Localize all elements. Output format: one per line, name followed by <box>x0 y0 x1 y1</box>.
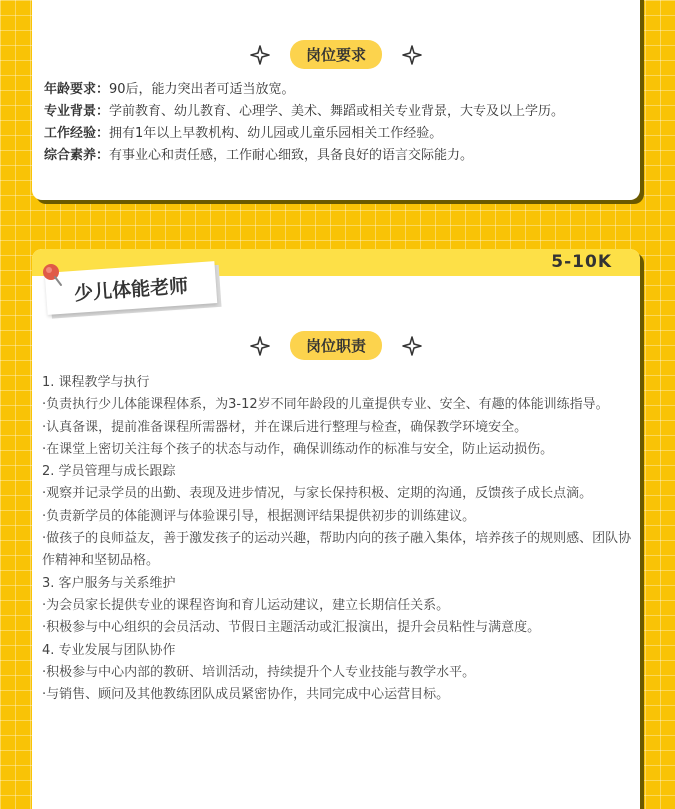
sparkle-icon <box>402 336 422 356</box>
requirements-list <box>44 79 634 167</box>
duty-section-title: 3. 客户服务与关系维护 <box>42 575 176 591</box>
duty-item: ·在课堂上密切关注每个孩子的状态与动作，确保训练动作的标准与安全，防止运动损伤。 <box>42 441 554 457</box>
sparkle-icon <box>250 45 270 65</box>
duty-item: ·观察并记录学员的出勤、表现及进步情况，与家长保持积极、定期的沟通，反馈孩子成长点滴。 <box>42 486 593 502</box>
duty-item: ·做孩子的良师益友，善于激发孩子的运动兴趣，帮助内向的孩子融入集体，培养孩子的规则感、团队协作精神和坚韧品格。 <box>42 531 632 569</box>
requirement-age: 年龄要求：90后，能力突出者可适当放宽。 <box>44 82 295 97</box>
salary-label: 5-10K <box>551 252 612 272</box>
requirements-heading: 岗位要求 <box>290 40 382 69</box>
duty-item: ·负责新学员的体能测评与体验课引导，根据测评结果提供初步的训练建议。 <box>42 508 476 524</box>
requirements-card <box>32 0 640 200</box>
duties-heading: 岗位职责 <box>290 331 382 360</box>
duties-list <box>42 372 634 706</box>
requirements-header <box>32 40 640 69</box>
job-card <box>32 249 640 809</box>
duties-header <box>32 331 640 360</box>
duty-item: ·认真备课，提前准备课程所需器材，并在课后进行整理与检查，确保教学环境安全。 <box>42 419 528 435</box>
sparkle-icon <box>250 336 270 356</box>
duty-item: ·负责执行少儿体能课程体系，为3-12岁不同年龄段的儿童提供专业、安全、有趣的体能训练指导。 <box>42 397 609 413</box>
duty-section-title: 1. 课程教学与执行 <box>42 375 150 390</box>
duty-item: ·积极参与中心组织的会员活动、节假日主题活动或汇报演出，提升会员粘性与满意度。 <box>42 620 541 636</box>
duty-section-title: 4. 专业发展与团队协作 <box>42 642 176 658</box>
duty-section-title: 2. 学员管理与成长跟踪 <box>42 464 176 480</box>
duty-item: ·积极参与中心内部的教研、培训活动，持续提升个人专业技能与教学水平。 <box>42 664 476 680</box>
duty-item: ·与销售、顾问及其他教练团队成员紧密协作，共同完成中心运营目标。 <box>42 687 450 703</box>
requirement-major: 专业背景：学前教育、幼儿教育、心理学、美术、舞蹈或相关专业背景，大专及以上学历。 <box>44 104 565 119</box>
requirement-quality: 综合素养：有事业心和责任感，工作耐心细致，具备良好的语言交际能力。 <box>44 148 474 163</box>
job-title: 少儿体能老师 <box>73 274 189 305</box>
duty-item: ·为会员家长提供专业的课程咨询和育儿运动建议，建立长期信任关系。 <box>42 597 450 613</box>
pushpin-icon <box>38 261 66 289</box>
sparkle-icon <box>402 45 422 65</box>
requirement-experience: 工作经验：拥有1年以上早教机构、幼儿园或儿童乐园相关工作经验。 <box>44 126 443 141</box>
